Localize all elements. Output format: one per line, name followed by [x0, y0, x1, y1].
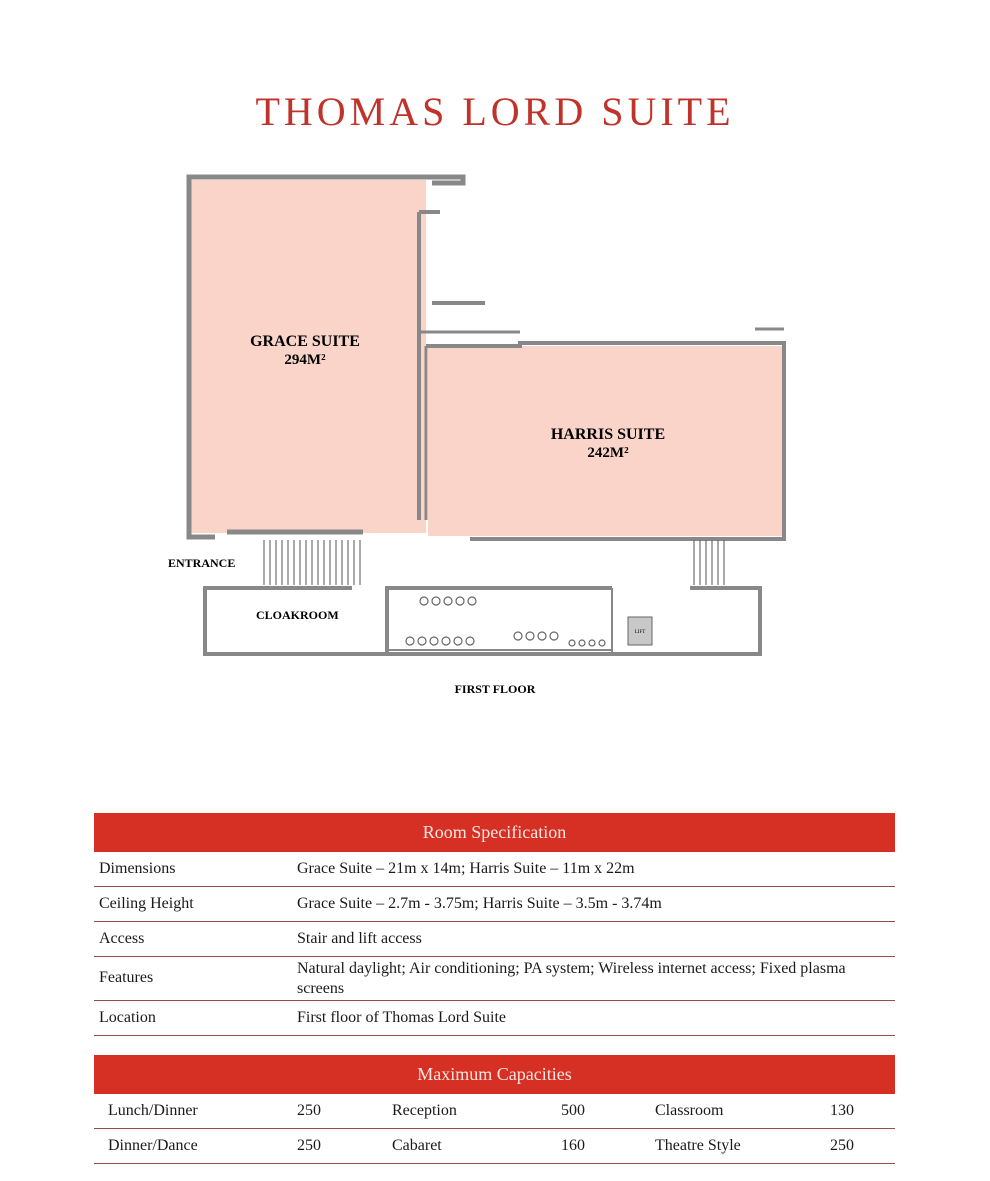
harris-suite-label: HARRIS SUITE	[550, 426, 666, 443]
capacity-row	[94, 1094, 895, 1129]
capacity-value: 250	[830, 1137, 854, 1154]
capacities-header: Maximum Capacities	[94, 1055, 895, 1094]
room-spec-table	[94, 813, 895, 1036]
spec-key: Ceiling Height	[99, 895, 194, 912]
cloakroom-label: CLOAKROOM	[256, 608, 339, 622]
staircase	[264, 540, 724, 585]
spec-value: Grace Suite – 21m x 14m; Harris Suite – 11m x 22m	[297, 860, 635, 877]
lift-label: LIFT	[634, 630, 646, 635]
spec-row	[94, 957, 895, 1001]
spec-value: First floor of Thomas Lord Suite	[297, 1009, 507, 1026]
spec-key: Dimensions	[99, 860, 176, 877]
grace-suite-label: GRACE SUITE	[250, 333, 360, 350]
spec-row	[94, 887, 895, 922]
harris-suite-area-label: 242M²	[587, 445, 629, 461]
spec-row	[94, 852, 895, 887]
capacity-value: 130	[830, 1102, 854, 1119]
floor-label: FIRST FLOOR	[454, 682, 536, 696]
capacity-label: Lunch/Dinner	[108, 1102, 198, 1119]
capacity-value: 500	[561, 1102, 585, 1119]
spec-key: Features	[99, 969, 154, 986]
capacity-label: Cabaret	[392, 1137, 442, 1154]
capacities-table	[94, 1055, 895, 1164]
capacity-row	[94, 1129, 895, 1164]
capacity-value: 250	[297, 1102, 321, 1119]
capacity-label: Reception	[392, 1102, 457, 1119]
spec-value: Natural daylight; Air conditioning; PA system; Wireless internet access; Fixed plasma screens	[297, 960, 846, 997]
toilet-fixtures	[406, 597, 605, 646]
spec-row	[94, 922, 895, 957]
spec-row	[94, 1001, 895, 1036]
grace-suite-area-label: 294M²	[284, 352, 326, 368]
spec-value: Grace Suite – 2.7m - 3.75m; Harris Suite – 3.5m - 3.74m	[297, 895, 662, 912]
spec-key: Access	[99, 930, 145, 947]
capacity-value: 160	[561, 1137, 585, 1154]
spec-value: Stair and lift access	[297, 930, 422, 947]
entrance-label: ENTRANCE	[168, 556, 236, 570]
spec-key: Location	[99, 1009, 156, 1026]
capacity-label: Theatre Style	[655, 1137, 741, 1154]
capacity-label: Classroom	[655, 1102, 724, 1119]
capacity-value: 250	[297, 1137, 321, 1154]
capacity-label: Dinner/Dance	[108, 1137, 198, 1154]
page-title: THOMAS LORD SUITE	[255, 89, 735, 134]
room-spec-header: Room Specification	[94, 813, 895, 852]
